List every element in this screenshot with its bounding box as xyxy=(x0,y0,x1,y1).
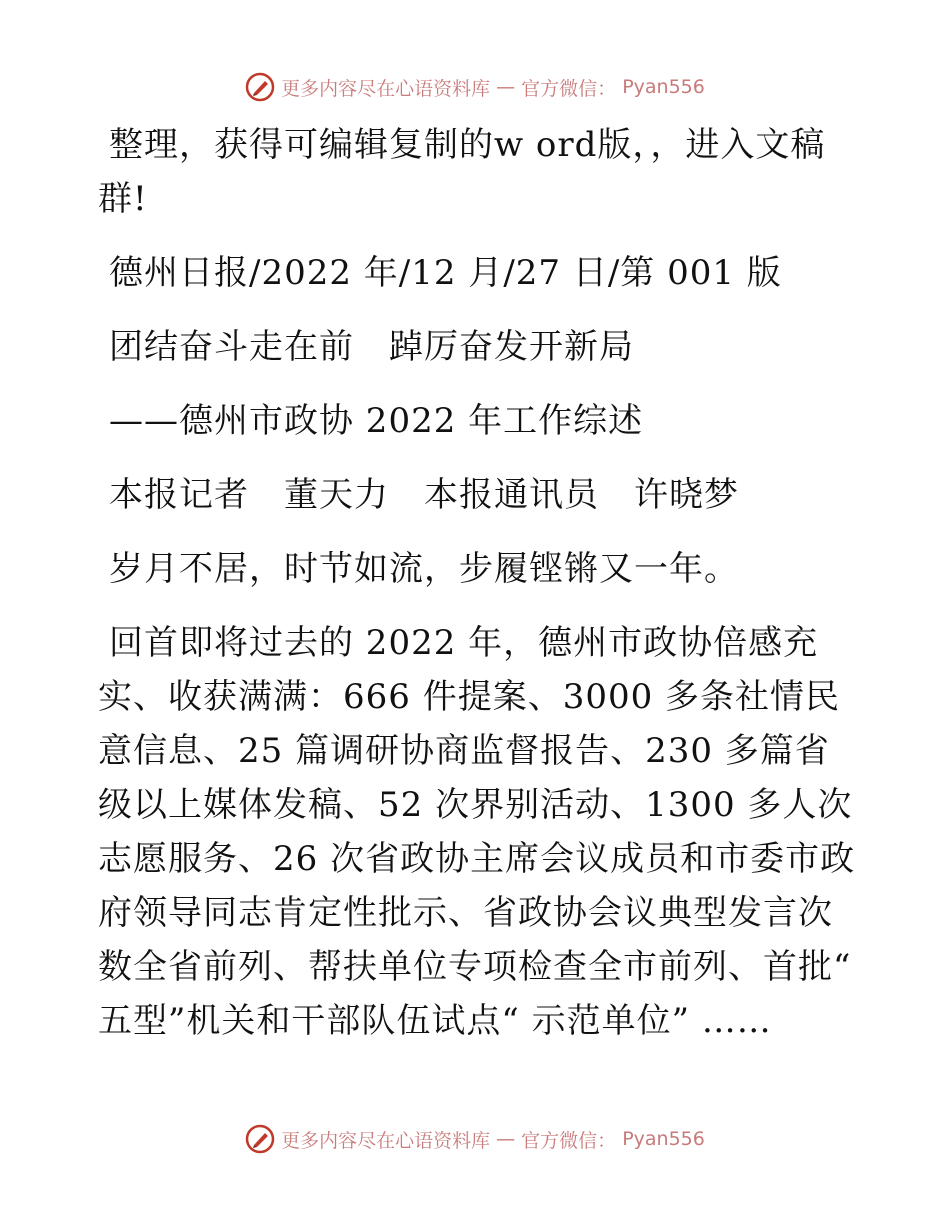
pen-logo-icon xyxy=(245,72,275,102)
summary-paragraph: 回首即将过去的 2022 年，德州市政协倍感充实、收获满满：666 件提案、3000 多条社情民意信息、25 篇调研协商监督报告、230 多篇省级以上媒体发稿、52 次界别活动、1300 多人次志愿服务、26 次省政协主席会议成员和市委市政府领导同志肯定性批示、省政协会议典型发言次数全省前列、帮扶单位专项检查全市前列、首批“ 五型”机关和干部队伍试点“ 示范单位” …… xyxy=(98,623,856,1041)
watermark-text: 更多内容尽在心语资料库 xyxy=(281,77,491,100)
header-watermark xyxy=(0,72,950,102)
watermark-label: 官方微信： xyxy=(521,1129,617,1152)
article-title: 团结奋斗走在前 踔厉奋发开新局 xyxy=(109,327,634,367)
watermark-separator: — xyxy=(496,76,516,98)
publication-line: 德州日报/2022 年/12 月/27 日/第 001 版 xyxy=(109,253,782,293)
document-body xyxy=(98,118,858,1068)
article-subtitle: ——德州市政协 2022 年工作综述 xyxy=(109,401,644,441)
watermark-wechat-id: Pyan556 xyxy=(622,1128,705,1150)
watermark-label: 官方微信： xyxy=(521,77,617,100)
byline: 本报记者 董天力 本报通讯员 许晓梦 xyxy=(109,475,739,515)
watermark-text: 更多内容尽在心语资料库 xyxy=(281,1129,491,1152)
intro-paragraph: 整理，获得可编辑复制的w ord版，，进入文稿群! xyxy=(98,125,826,219)
watermark-wechat-id: Pyan556 xyxy=(622,76,705,98)
watermark-separator: — xyxy=(496,1128,516,1150)
footer-watermark xyxy=(0,1124,950,1154)
opening-paragraph: 岁月不居，时节如流，步履铿锵又一年。 xyxy=(109,549,739,589)
pen-logo-icon xyxy=(245,1124,275,1154)
